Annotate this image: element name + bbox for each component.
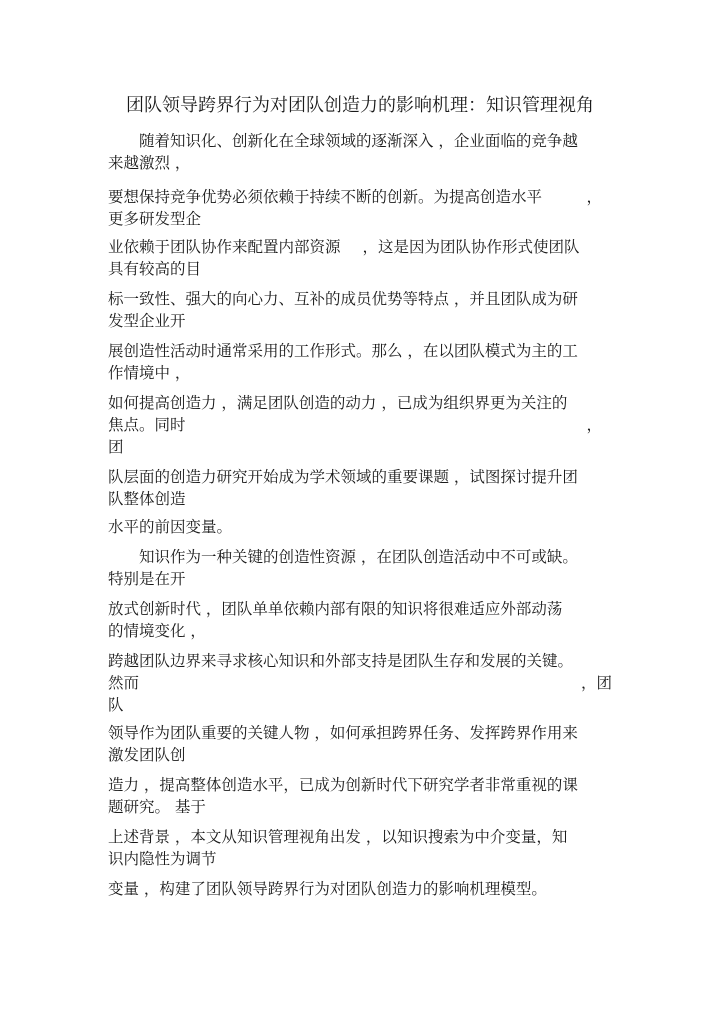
text-line: 队 (108, 696, 124, 714)
text-line: 来越激烈 ， (108, 154, 191, 172)
text-line: 作情境中 ， (108, 364, 191, 382)
text-line: 变量 ，构建了团队领导跨界行为对团队创造力的影响机理模型。 (108, 880, 547, 898)
text-segment: ， (586, 416, 602, 434)
text-line: 领导作为团队重要的关键人物 ，如何承担跨界任务、发挥跨界作用来 (108, 724, 578, 742)
text-segment: 然而 (108, 674, 140, 692)
paragraph-2-line-3 (108, 650, 616, 716)
text-line: 发型企业开 (108, 312, 186, 330)
paragraph-2-line-4 (108, 722, 616, 766)
text-line (108, 672, 616, 694)
paragraph-1-line-6 (108, 392, 616, 458)
paragraph-2-line-2 (108, 598, 616, 642)
text-line: 放式创新时代 ，团队单单依赖内部有限的知识将很难适应外部动荡 (108, 600, 563, 618)
paragraph-2-line-6 (108, 826, 616, 870)
text-line: 随着知识化、创新化在全球领域的逐渐深入 ，企业面临的竞争越 (139, 132, 578, 150)
text-line: 队整体创造 (108, 490, 186, 508)
paragraph-2-line-5 (108, 774, 616, 818)
text-segment: 业依赖于团队协作来配置内部资源 (108, 238, 341, 256)
text-line (108, 236, 616, 258)
text-line: 跨越团队边界来寻求核心知识和外部支持是团队生存和发展的关键。 (108, 652, 574, 670)
paragraph-1-line-2 (108, 186, 616, 230)
text-line: 特别是在开 (108, 570, 186, 588)
text-line: 识内隐性为调节 (108, 850, 217, 868)
text-line: 水平的前因变量。 (108, 518, 233, 536)
text-line: 团 (108, 438, 124, 456)
paragraph-1-line-3 (108, 236, 616, 280)
paragraph-1 (108, 130, 616, 174)
text-line: 激发团队创 (108, 746, 186, 764)
text-line: 上述背景 ，本文从知识管理视角出发 ，以知识搜索为中介变量，知 (108, 828, 568, 846)
text-line: 具有较高的目 (108, 260, 202, 278)
text-line: 展创造性活动时通常采用的工作形式。那么 ，在以团队模式为主的工 (108, 342, 578, 360)
paragraph-1-line-5 (108, 340, 616, 384)
text-segment: ，团 (580, 674, 612, 692)
text-line: 如何提高创造力 ，满足团队创造的动力 ，已成为组织界更为关注的 (108, 394, 568, 412)
text-line (108, 186, 616, 208)
text-segment: 焦点。同时 (108, 416, 186, 434)
text-line: 标一致性、强大的向心力、互补的成员优势等特点 ，并且团队成为研 (108, 290, 578, 308)
text-segment: 要想保持竞争优势必须依赖于持续不断的创新。为提高创造水平 (108, 188, 543, 206)
paragraph-2-line-7 (108, 878, 616, 900)
text-segment: ， (586, 188, 602, 206)
text-line: 题研究。 基于 (108, 798, 206, 816)
text-line (108, 414, 616, 436)
paragraph-1-line-8 (108, 516, 616, 538)
paragraph-2 (108, 546, 616, 590)
text-line: 队层面的创造力研究开始成为学术领域的重要课题 ，试图探讨提升团 (108, 468, 578, 486)
document-title: 团队领导跨界行为对团队创造力的影响机理：知识管理视角 (126, 95, 594, 116)
text-segment: ，这是因为团队协作形式使团队 (362, 238, 580, 256)
text-line: 知识作为一种关键的创造性资源 ，在团队创造活动中不可或缺。 (139, 548, 578, 566)
text-line: 的情境变化 ， (108, 622, 206, 640)
text-line: 更多研发型企 (108, 210, 202, 228)
text-line: 造力 ，提高整体创造水平，已成为创新时代下研究学者非常重视的课 (108, 776, 578, 794)
paragraph-1-line-4 (108, 288, 616, 332)
paragraph-1-line-7 (108, 466, 616, 510)
